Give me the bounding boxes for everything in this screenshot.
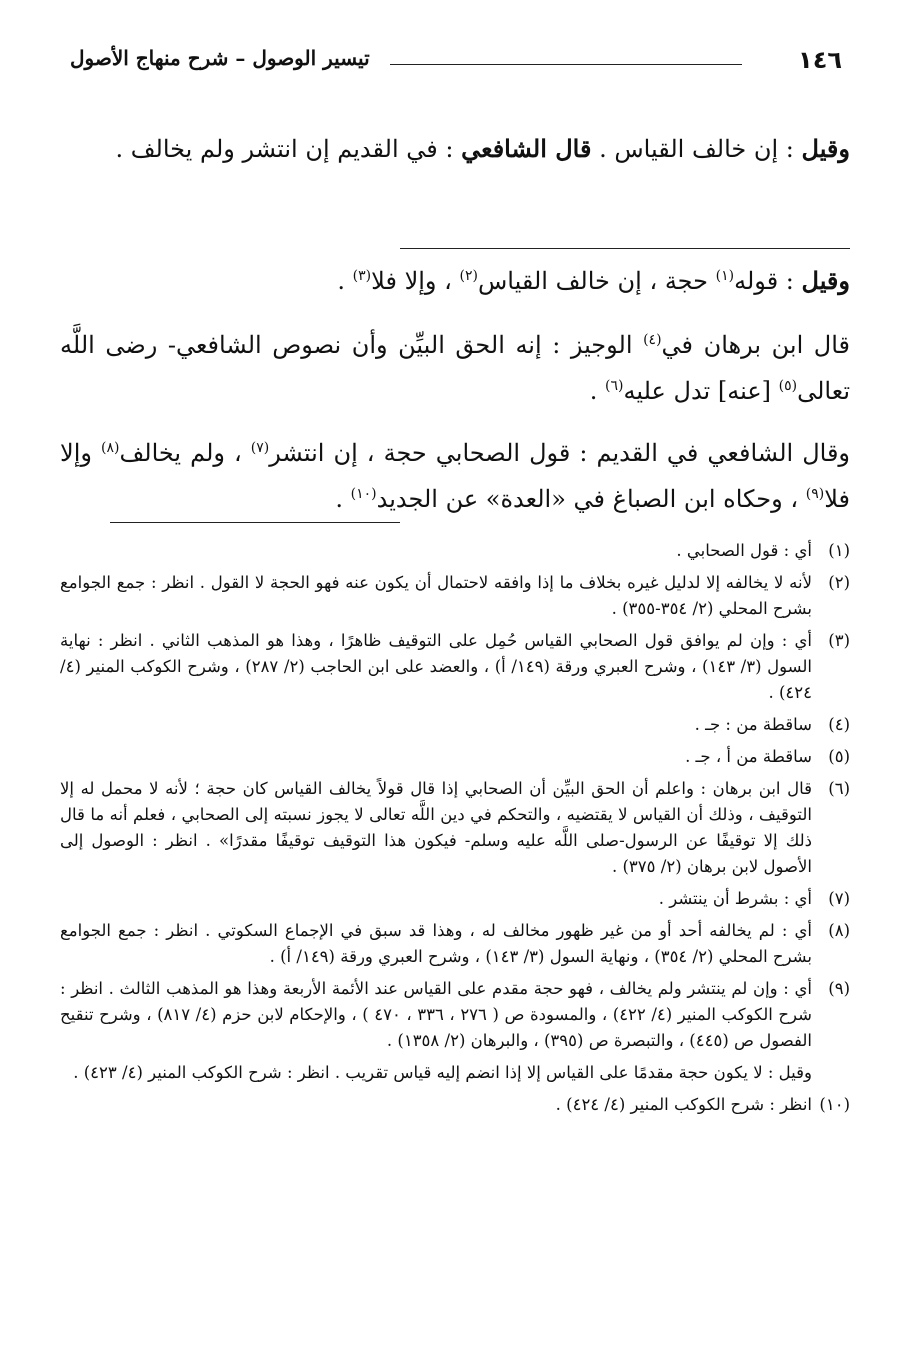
text-run: ، وحكاه ابن الصباغ في «العدة» عن الجديد [376,485,806,513]
footnote [60,1092,850,1118]
footnote-text: أي : لم يخالفه أحد أو من غير ظهور مخالف له ، وهذا قد سبق في الإجماع السكوتي . انظر : جمع الجوامع بشرح المحلي (٢/ ٣٥٤) ، ونهاية السول (٣/ ١٤٣) ، وشرح العبري ورقة (١٤٩/ أ) . [60,921,812,966]
footnote-text: أي : قول الصحابي . [676,541,812,560]
footnote [60,976,850,1054]
footnote [60,570,850,622]
footnotes [60,538,850,1124]
footnote [60,628,850,706]
page-number: ١٤٦ [798,46,842,74]
footnote-number: (٥) [828,747,850,766]
footnote-number [812,1060,850,1086]
running-title: تيسير الوصول – شرح منهاج الأصول [70,46,370,70]
footnote-ref: (٣) [352,268,372,284]
text-run: . [337,267,353,295]
footnote-text: ساقطة من أ ، جـ . [685,747,812,766]
footnote-text: أي : وإن لم يوافق قول الصحابي القياس حُمِل على التوقيف ظاهرًا ، وهذا هو المذهب الثاني . انظر : نهاية السول (٣/ ١٤٣) ، وشرح العبري ورقة (١٤٩/ أ) ، والعضد على ابن الحاجب (٢/ ٢٨٧) ، وشرح الكوكب المنير (٤/ ٤٢٤) . [60,631,813,702]
footnote-text: لأنه لا يخالفه إلا لدليل غيره بخلاف ما إذا وافقه لاحتمال أن يكون عنه فهو الحجة لا القول . انظر : جمع الجوامع بشرح المحلي (٢/ ٣٥٤-٣٥٥) . [60,573,812,618]
main-text-3 [60,322,850,414]
footnote [60,918,850,970]
text-run: قال ابن برهان في [661,331,851,359]
text-run: الوجيز : إنه الحق البيِّن وأن نصوص الشافعي- رضى اللَّه تعالى [60,331,850,405]
main-text-4 [60,430,850,522]
footnote [60,886,850,912]
footnote [60,538,850,564]
section-rule [400,248,850,249]
text-run: : إن خالف القياس . [591,135,802,163]
footnote-number: (٤) [828,715,850,734]
paragraph-4 [60,430,850,522]
footnote-ref: (٧) [250,440,270,456]
footnote [60,744,850,770]
main-text-2 [60,258,850,304]
footnote-ref: (٢) [459,268,478,284]
text-run: ، وإلا فلا [371,267,460,295]
main-text [60,126,850,172]
footnote-number: (٣) [828,631,850,650]
footnote-text: أي : بشرط أن ينتشر . [658,889,812,908]
footnote-ref: (٤) [643,332,662,348]
text-run: . [335,485,351,513]
text-run: ، ولم يخالف [119,439,251,467]
footnote-number: (١٠) [819,1095,850,1114]
footnote-ref: (٥) [778,378,798,394]
text-run: . [589,377,606,405]
footnote-ref: (١) [715,268,735,284]
footnote-text: ساقطة من : جـ . [694,715,812,734]
footnote-ref: (٩) [805,486,825,502]
footnote-number: (٩) [828,979,850,998]
paragraph-2 [60,258,850,304]
footnote-text: قال ابن برهان : واعلم أن الحق البيِّن أن الصحابي إذا قال قولاً يخالف القياس كان حجة ؛ لأنه لا محمل له إلا التوقيف ، وذلك أن القياس لا يقتضيه ، والتحكم في دين اللَّه تعالى لا يجوز نسبته إلى الصحابي ، فعلم أنه ما قال ذلك إلا توقيفًا عن الرسول-صلى اللَّه عليه وسلم- فيكون هذا التوقيف توقيفًا مقدرًا» . انظر : الوصول إلى الأصول لابن برهان (٢/ ٣٧٥) . [60,779,812,876]
footnote-separator [110,522,400,523]
footnote-number: (٦) [828,779,850,798]
footnote-number: (٨) [828,921,850,940]
footnote [60,776,850,880]
header-rule [390,64,742,65]
footnote-number: (٢) [828,573,850,592]
text-run: [عنه] تدل عليه [623,377,779,405]
footnote-ref: (٦) [605,378,624,394]
text-run: وإلا فلا [60,439,850,513]
paragraph-1 [60,126,850,172]
text-run: وقال الشافعي في القديم : قول الصحابي حجة ، إن انتشر [269,439,850,467]
text-run: : في القديم إن انتشر ولم يخالف . [115,135,462,163]
footnote [60,712,850,738]
footnote-number: (١) [828,541,850,560]
bold-term: وقيل [801,134,850,163]
paragraph-3 [60,322,850,414]
bold-term: قال الشافعي [461,134,592,163]
footnote-continuation [60,1060,850,1086]
text-run: : قوله [734,267,802,295]
footnote-text: أي : وإن لم ينتشر ولم يخالف ، فهو حجة مقدم على القياس عند الأئمة الأربعة وهذا هو المذهب الثالث . انظر : شرح الكوكب المنير (٤/ ٤٢٢) ، والمسودة ص ( ٢٧٦ ، ٣٣٦ ، ٤٧٠ ) ، والإحكام لابن حزم (٤/ ٨١٧) ، وشرح تنقيح الفصول ص (٤٤٥) ، والتبصرة ص (٣٩٥) ، والبرهان (٢/ ١٣٥٨) . [60,979,812,1050]
footnote-ref: (٨) [100,440,120,456]
text-run: حجة ، إن خالف القياس [477,267,716,295]
footnote-text: وقيل : لا يكون حجة مقدمًا على القياس إلا إذا انضم إليه قياس تقريب . انظر : شرح الكوكب المنير (٤/ ٤٢٣) . [73,1063,812,1082]
footnote-text: انظر : شرح الكوكب المنير (٤/ ٤٢٤) . [555,1095,812,1114]
page-header [60,38,850,78]
bold-term: وقيل [801,266,850,295]
footnote-number: (٧) [828,889,850,908]
footnote-ref: (١٠) [350,486,377,502]
